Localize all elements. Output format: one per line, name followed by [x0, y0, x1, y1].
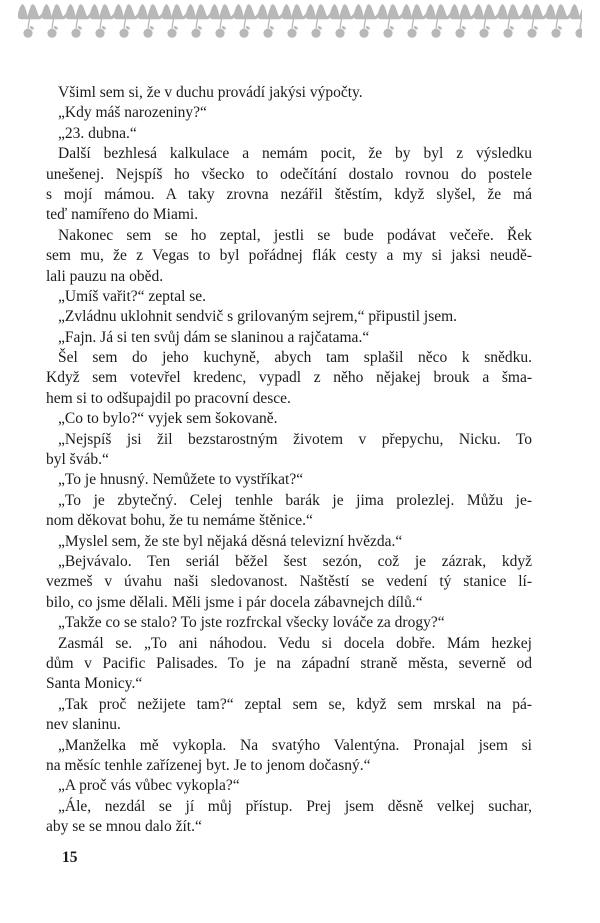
text-line-34: na měsíc tenhle zařízenej byt. Je to jenom dočasný.“	[46, 756, 371, 774]
text-line-12: „Zvládnu uklohnit sendvič s grilovaným sejrem,“ připustil jsem.	[58, 308, 458, 326]
text-line-24: „Bejvávalo. Ten seriál běžel šest sezón, což je zázrak, když	[58, 552, 532, 570]
text-line-32: nev slaninu.	[46, 716, 121, 734]
text-line-36: „Ále, nezdál se jí můj přístup. Prej jsem děsně velkej suchar,	[58, 797, 532, 815]
text-line-7: teď namířeno do Miami.	[46, 206, 199, 224]
page-number: 15	[62, 849, 78, 866]
text-line-19: byl šváb.“	[46, 451, 109, 469]
text-line-29: dům v Pacific Palisades. To je na západní straně města, severně od	[46, 654, 532, 672]
text-line-9: sem mu, že z Vegas to byl pořádnej flák cesty a my si jaksi neudě-	[46, 247, 532, 265]
text-line-10: lali pauzu na oběd.	[46, 267, 164, 285]
text-line-4: Další bezhlesá kalkulace a nemám pocit, že by byl z výsledku	[58, 145, 532, 163]
text-line-1: Všiml sem si, že v duchu provádí jakýsi výpočty.	[58, 84, 363, 101]
text-line-14: Šel sem do jeho kuchyně, abych tam splašil něco k snědku.	[58, 349, 532, 367]
text-line-5: unešenej. Nejspíš ho všecko to odečítání dostalo rovnou do postele	[46, 165, 532, 183]
text-line-18: „Nejspíš jsi žil bezstarostným životem v přepychu, Nicku. To	[58, 430, 532, 448]
text-line-11: „Umíš vařit?“ zeptal se.	[58, 287, 207, 305]
text-line-15: Když sem votevřel kredenc, vypadl z něho nějakej brouk a šma-	[46, 369, 532, 387]
text-line-13: „Fajn. Já si ten svůj dám se slaninou a rajčatama.“	[58, 328, 370, 346]
text-line-26: bilo, co jsme dělali. Měli jsme i pár docela zábavnejch dílů.“	[46, 593, 423, 611]
text-line-17: „Co to bylo?“ vyjek sem šokovaně.	[58, 410, 278, 428]
body-text	[46, 83, 532, 837]
text-line-35: „A proč vás vůbec vykopla?“	[58, 777, 240, 795]
text-line-20: „To je hnusný. Nemůžete to vystříkat?“	[58, 471, 304, 489]
text-line-23: „Myslel sem, že ste byl nějaká děsná televizní hvězda.“	[58, 532, 403, 550]
text-line-3: „23. dubna.“	[58, 124, 137, 142]
text-line-37: aby se se mnou dalo žít.“	[46, 818, 202, 836]
text-line-25: vezmeš v úvahu naši sledovanost. Naštěstí se vedení tý stanice lí-	[46, 573, 532, 591]
garland-ornament-border	[18, 2, 582, 42]
text-line-33: „Manželka mě vykopla. Na svatýho Valentýna. Pronajal jsem si	[58, 736, 532, 754]
text-line-28: Zasmál se. „To ani náhodou. Vedu si docela dobře. Mám hezkej	[58, 634, 532, 652]
text-line-30: Santa Monicy.“	[46, 675, 143, 693]
text-line-2: „Kdy máš narozeniny?“	[58, 104, 207, 122]
text-line-8: Nakonec sem se ho zeptal, jestli se bude podávat večeře. Řek	[58, 226, 532, 244]
text-line-31: „Tak proč nežijete tam?“ zeptal sem se, když sem mrskal na pá-	[58, 695, 532, 713]
text-line-27: „Takže co se stalo? To jste rozfrckal všecky lováče za drogy?“	[58, 614, 445, 632]
text-line-16: hem si to odšupajdil po pracovní desce.	[46, 389, 291, 407]
text-line-21: „To je zbytečný. Celej tenhle barák je jima prolezlej. Můžu je-	[58, 491, 532, 509]
text-line-22: nom děkovat bohu, že tu nemáme štěnice.“	[46, 512, 313, 530]
text-line-6: s mojí mámou. A taky zrovna nezářil štěstím, když slyšel, že má	[46, 185, 532, 203]
